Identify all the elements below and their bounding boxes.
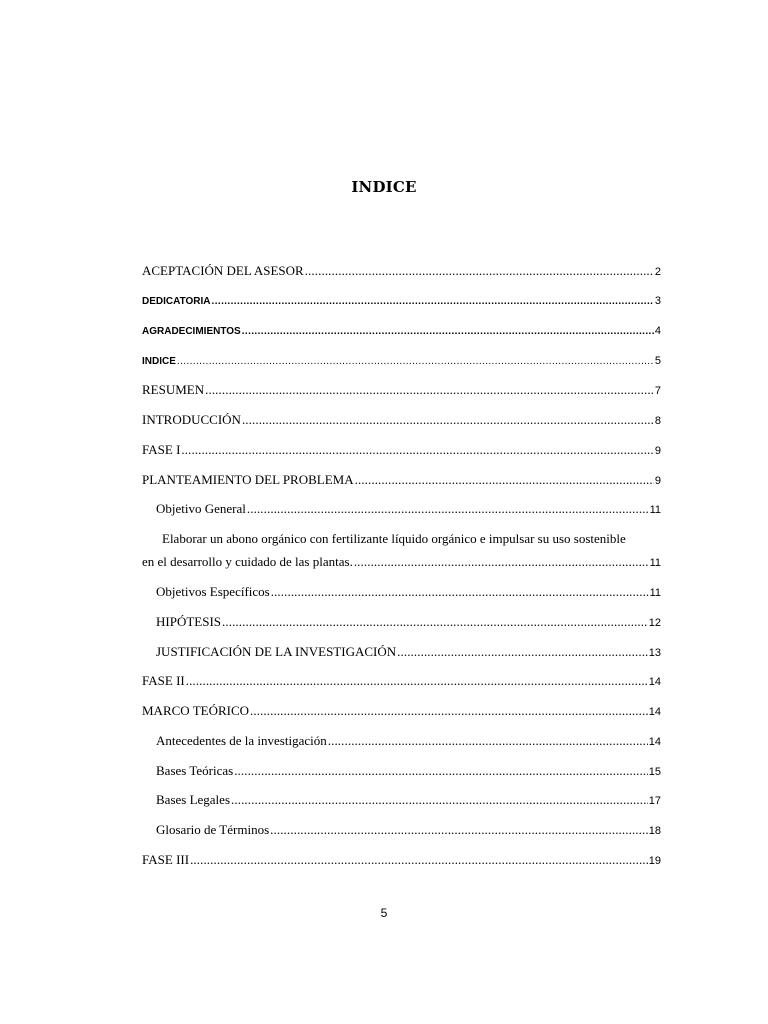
- toc-entry-antecedentes: [156, 732, 661, 751]
- toc-entry-fase-i: [142, 441, 661, 460]
- toc-entry-label: JUSTIFICACIÓN DE LA INVESTIGACIÓN: [156, 644, 397, 659]
- toc-entry-glosario: [156, 821, 661, 840]
- toc-entry-label: PLANTEAMIENTO DEL PROBLEMA: [142, 472, 354, 487]
- toc-entry-label: INDICE: [142, 356, 176, 367]
- dot-leader: [328, 732, 648, 750]
- toc-entry-label: FASE I: [142, 442, 181, 457]
- toc-entry-dedicatoria: [142, 292, 661, 311]
- toc-entry-page: 11: [649, 504, 661, 516]
- toc-entry-planteamiento: [142, 471, 661, 490]
- toc-entry-page: 4: [654, 325, 661, 337]
- toc-entry-label: ACEPTACIÓN DEL ASESOR: [142, 263, 304, 278]
- dot-leader: [271, 583, 649, 601]
- toc-entry-label: en el desarrollo y cuidado de las plantas.: [142, 554, 353, 569]
- toc-entry-fase-iii: [142, 851, 661, 870]
- toc-entry-page: 7: [654, 385, 661, 397]
- toc-entry-objetivos-especificos: [156, 583, 661, 602]
- dot-leader: [181, 441, 653, 459]
- dot-leader: [177, 353, 654, 371]
- toc-entry-label: RESUMEN: [142, 382, 205, 397]
- toc-entry-page: 9: [654, 475, 661, 487]
- toc-entry-page: 2: [654, 266, 661, 278]
- toc-entry-bases-teoricas: [156, 762, 661, 781]
- toc-entry-page: 3: [654, 295, 661, 307]
- toc-entry-label: FASE III: [142, 852, 190, 867]
- toc-entry-page: 5: [654, 355, 661, 367]
- page-title: INDICE: [351, 178, 417, 196]
- dot-leader: [205, 381, 654, 399]
- toc-entry-label: AGRADECIMIENTOS: [142, 326, 241, 337]
- dot-leader: [212, 293, 654, 311]
- dot-leader: [354, 553, 649, 571]
- toc-entry-label: Bases Legales: [156, 792, 231, 807]
- toc-entry-label: MARCO TEÓRICO: [142, 703, 250, 718]
- toc-entry-page: 12: [648, 617, 661, 629]
- toc-entry-objetivo-text-line1: Elaborar un abono orgánico con fertilizante líquido orgánico e impulsar su uso sostenible: [162, 531, 626, 546]
- toc-entry-page: 13: [648, 647, 661, 659]
- toc-entry-hipotesis: [156, 613, 661, 632]
- toc-entry-page: 15: [648, 766, 661, 778]
- dot-leader: [305, 262, 654, 280]
- dot-leader: [250, 702, 648, 720]
- toc-entry-label: Glosario de Términos: [156, 822, 270, 837]
- toc-entry-label: HIPÓTESIS: [156, 614, 222, 629]
- toc-entry-page: 14: [648, 676, 661, 688]
- toc-entry-label: Antecedentes de la investigación: [156, 733, 327, 748]
- dot-leader: [397, 643, 648, 661]
- toc-entry-label: Bases Teóricas: [156, 763, 234, 778]
- toc-entry-objetivo-general: [156, 500, 661, 519]
- toc-entry-label: Objetivos Específicos: [156, 584, 270, 599]
- dot-leader: [186, 672, 648, 690]
- dot-leader: [231, 791, 648, 809]
- page-number-footer: 5: [380, 906, 388, 920]
- toc-entry-page: 18: [648, 825, 661, 837]
- toc-entry-agradecimientos: [142, 322, 661, 341]
- toc-entry-page: 9: [654, 445, 661, 457]
- dot-leader: [234, 762, 648, 780]
- toc-entry-introduccion: [142, 411, 661, 430]
- toc-entry-page: 17: [648, 795, 661, 807]
- toc-entry-label: DEDICATORIA: [142, 296, 211, 307]
- toc-entry-page: 11: [649, 587, 661, 599]
- toc-entry-bases-legales: [156, 791, 661, 810]
- dot-leader: [270, 821, 648, 839]
- toc-entry-page: 11: [649, 557, 661, 569]
- toc-entry-label: FASE II: [142, 673, 185, 688]
- dot-leader: [247, 500, 649, 518]
- toc-entry-resumen: [142, 381, 661, 400]
- toc-entry-label: Objetivo General: [156, 501, 246, 516]
- toc-entry-fase-ii: [142, 672, 661, 691]
- toc-entry-objetivo-text: [142, 553, 661, 572]
- dot-leader: [242, 323, 654, 341]
- toc-entry-indice: [142, 352, 661, 371]
- toc-entry-page: 8: [654, 415, 661, 427]
- toc-entry-marco-teorico: [142, 702, 661, 721]
- toc-entry-page: 14: [648, 736, 661, 748]
- toc-entry-page: 14: [648, 706, 661, 718]
- dot-leader: [190, 851, 648, 869]
- dot-leader: [222, 613, 648, 631]
- toc-entry-justificacion: [156, 643, 661, 662]
- toc-entry-label: INTRODUCCIÓN: [142, 412, 241, 427]
- dot-leader: [355, 471, 654, 489]
- toc-entry-page: 19: [648, 855, 661, 867]
- toc-entry-aceptacion: [142, 262, 661, 281]
- dot-leader: [242, 411, 654, 429]
